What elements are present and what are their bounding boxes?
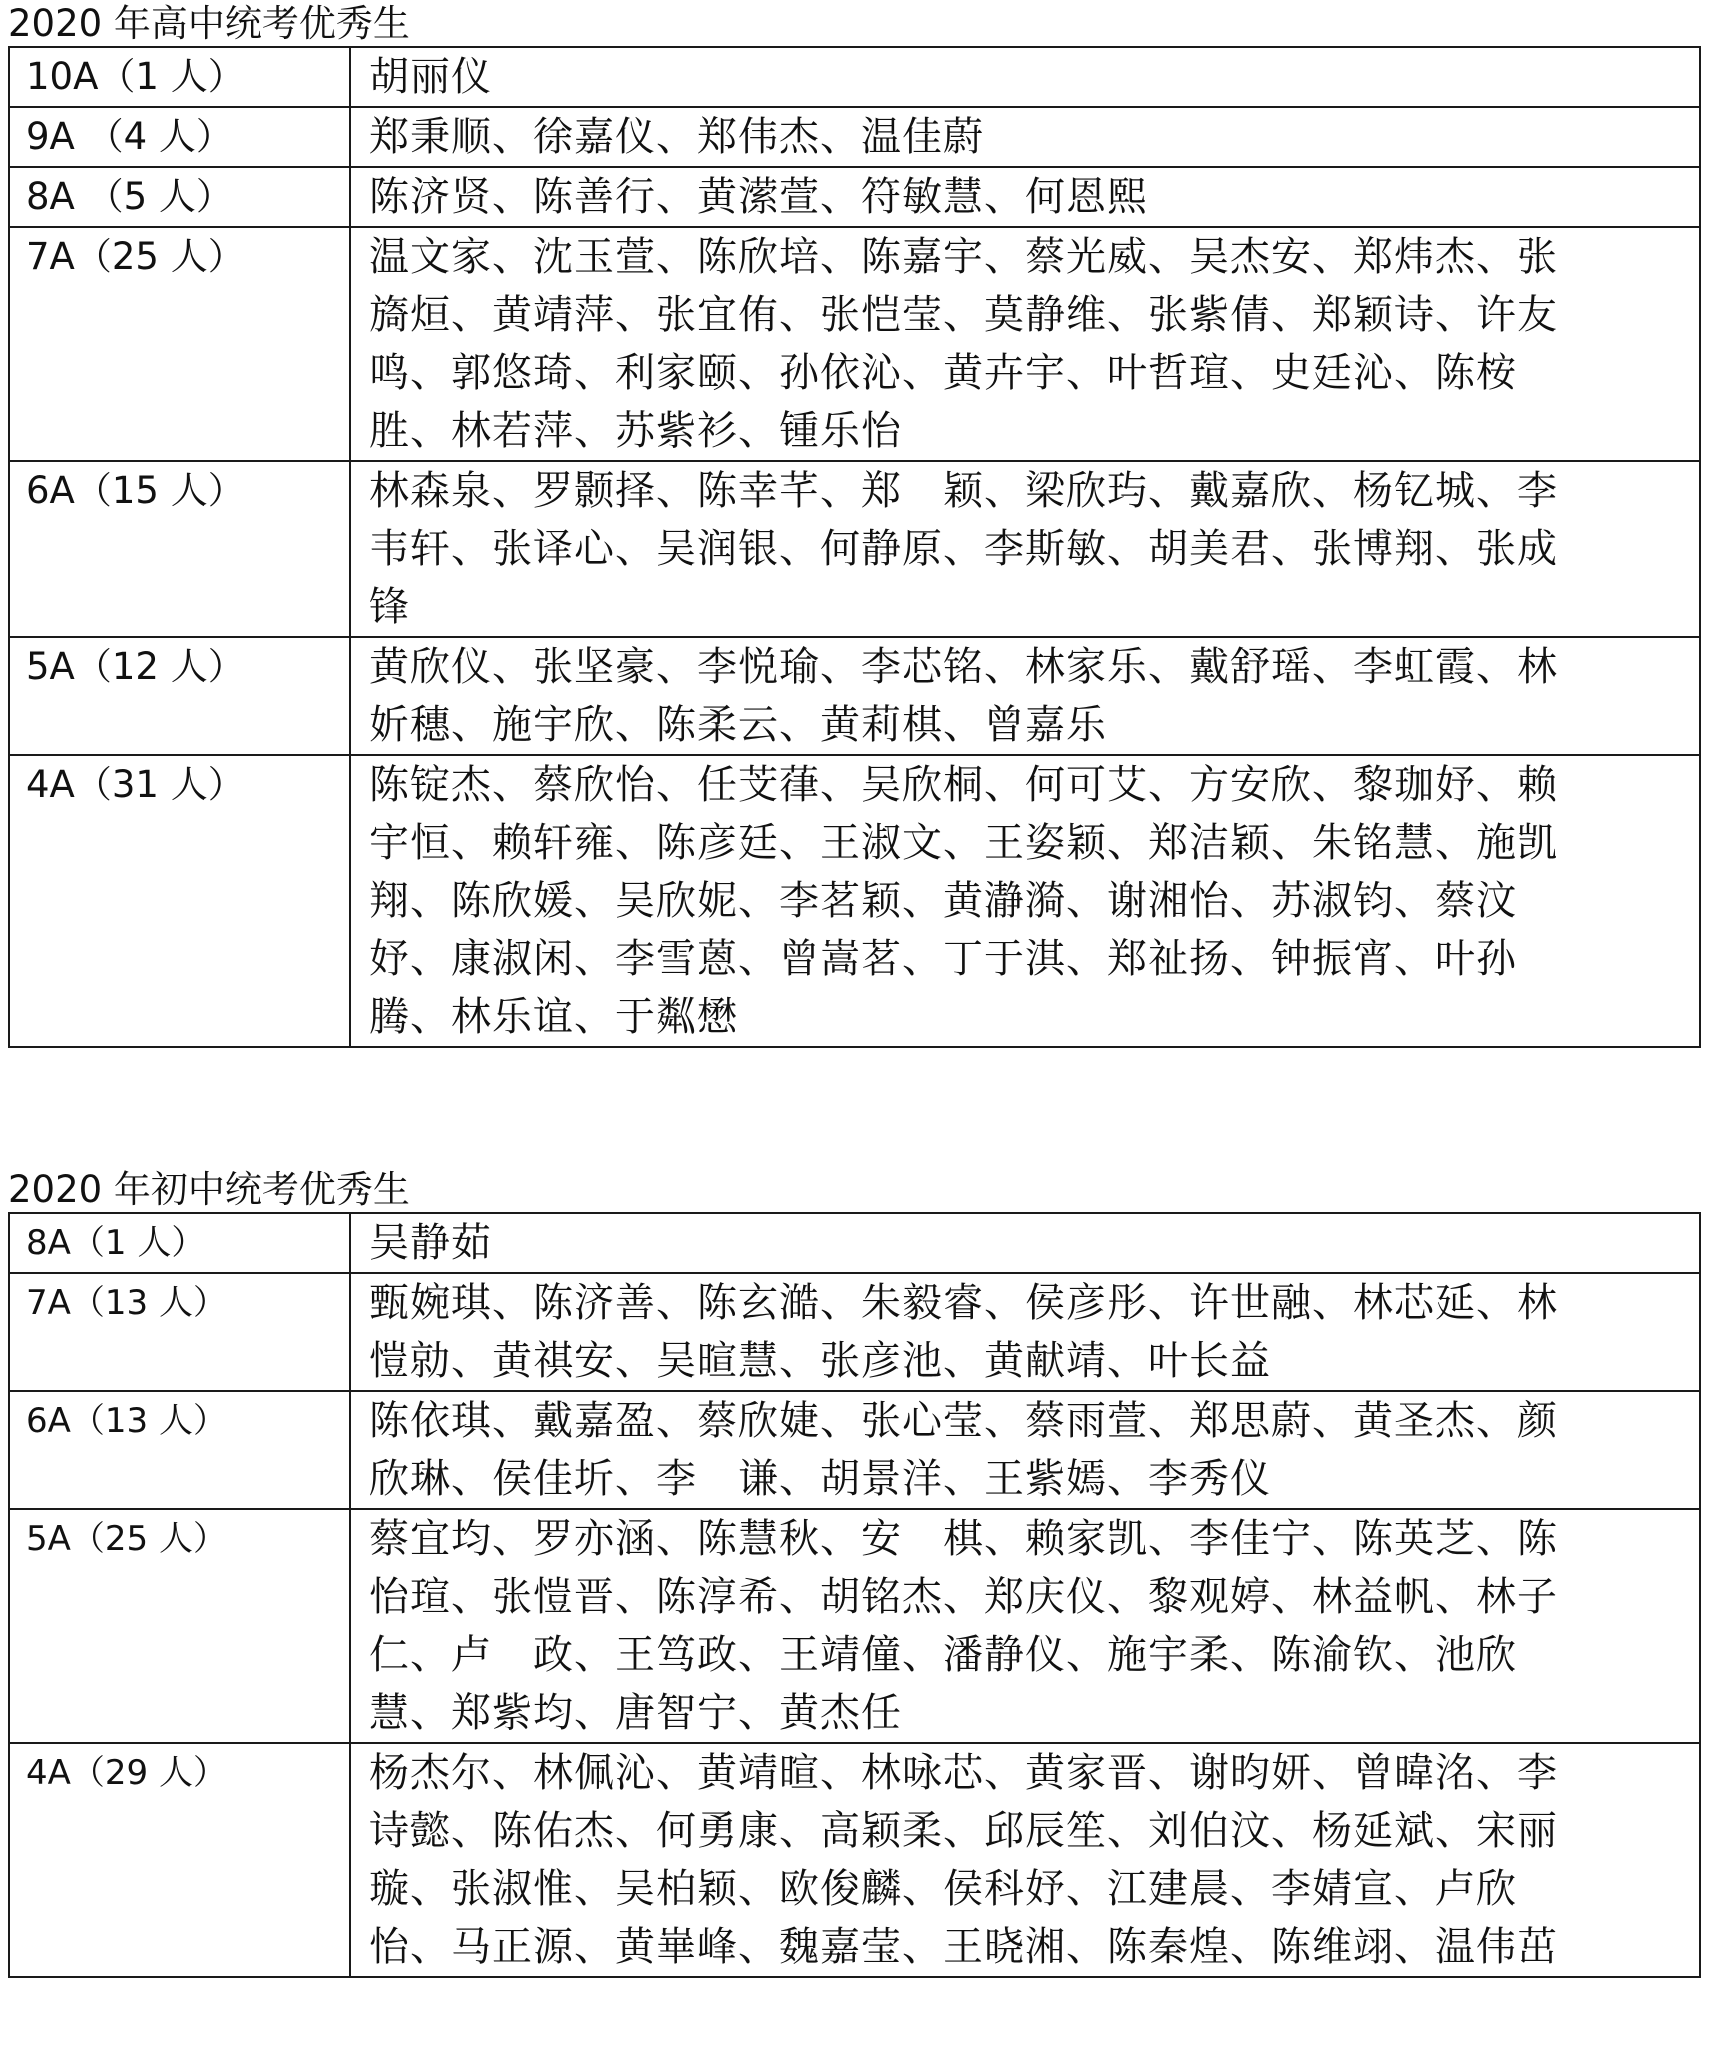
table-row	[9, 1273, 1700, 1391]
senior-section-title: 2020 年高中统考优秀生	[8, 2, 410, 45]
grade-cell: 4A（29 人）	[9, 1743, 350, 1977]
names-cell: 甄婉琪、陈济善、陈玄澔、朱毅睿、侯彦彤、许世融、林芯延、林愷勍、黄祺安、吴暄慧、张彦池、黄献靖、叶长益	[350, 1273, 1700, 1391]
table-row	[9, 461, 1700, 637]
names-cell: 陈依琪、戴嘉盈、蔡欣婕、张心莹、蔡雨萱、郑思蔚、黄圣杰、颜欣琳、侯佳圻、李 谦、胡景洋、王紫嫣、李秀仪	[350, 1391, 1700, 1509]
table-row	[9, 167, 1700, 227]
names-cell: 郑秉顺、徐嘉仪、郑伟杰、温佳蔚	[350, 107, 1700, 167]
junior-honor-table	[8, 1212, 1701, 1978]
table-row	[9, 227, 1700, 461]
senior-honor-table	[8, 46, 1701, 1048]
names-cell: 林森泉、罗颢择、陈幸芊、郑 颖、梁欣玙、戴嘉欣、杨钇城、李韦轩、张译心、吴润银、何静原、李斯敏、胡美君、张博翔、张成锋	[350, 461, 1700, 637]
grade-cell: 5A（25 人）	[9, 1509, 350, 1743]
grade-cell: 9A （4 人）	[9, 107, 350, 167]
junior-honor-section	[8, 1168, 1701, 1978]
table-row	[9, 1509, 1700, 1743]
grade-cell: 8A（1 人）	[9, 1213, 350, 1273]
names-cell: 陈济贤、陈善行、黄潆萱、符敏慧、何恩熙	[350, 167, 1700, 227]
names-cell: 陈锭杰、蔡欣怡、任芠葎、吴欣桐、何可艾、方安欣、黎珈妤、赖宇恒、赖轩雍、陈彦廷、王淑文、王姿颖、郑洁颖、朱铭慧、施凯翔、陈欣媛、吴欣妮、李茗颖、黄瀞漪、谢湘怡、苏淑钧、蔡汶妤、康淑闲、李雪蒽、曾嵩茗、丁于淇、郑祉扬、钟振宵、叶孙腾、林乐谊、于粼懋	[350, 755, 1700, 1047]
table-row	[9, 1743, 1700, 1977]
grade-cell: 6A（13 人）	[9, 1391, 350, 1509]
names-cell: 吴静茹	[350, 1213, 1700, 1273]
names-cell: 温文家、沈玉萱、陈欣培、陈嘉宇、蔡光威、吴杰安、郑炜杰、张旖烜、黄靖萍、张宜侑、张恺莹、莫静维、张紫倩、郑颖诗、许友鸣、郭悠琦、利家颐、孙依沁、黄卉宇、叶哲瑄、史廷沁、陈桉胜、林若萍、苏紫衫、锺乐怡	[350, 227, 1700, 461]
grade-cell: 8A （5 人）	[9, 167, 350, 227]
table-row	[9, 1391, 1700, 1509]
senior-honor-section	[8, 2, 1701, 1048]
table-row	[9, 47, 1700, 107]
grade-cell: 6A（15 人）	[9, 461, 350, 637]
junior-section-title: 2020 年初中统考优秀生	[8, 1168, 410, 1211]
grade-cell: 7A（13 人）	[9, 1273, 350, 1391]
grade-cell: 7A（25 人）	[9, 227, 350, 461]
names-cell: 杨杰尔、林佩沁、黄靖暄、林咏芯、黄家晋、谢昀妍、曾暐洺、李诗懿、陈佑杰、何勇康、高颖柔、邱辰笙、刘伯汶、杨延斌、宋丽璇、张淑惟、吴柏颖、欧俊麟、侯科妤、江建晨、李婧宣、卢欣怡、马正源、黄崋峰、魏嘉莹、王晓湘、陈秦煌、陈维翊、温伟茁	[350, 1743, 1700, 1977]
names-cell: 蔡宜均、罗亦涵、陈慧秋、安 棋、赖家凯、李佳宁、陈英芝、陈怡瑄、张愷晋、陈淳希、胡铭杰、郑庆仪、黎观婷、林益帆、林子仁、卢 政、王笃政、王靖僮、潘静仪、施宇柔、陈渝钦、池欣慧、郑紫均、唐智宁、黄杰任	[350, 1509, 1700, 1743]
grade-cell: 10A（1 人）	[9, 47, 350, 107]
grade-cell: 5A（12 人）	[9, 637, 350, 755]
table-row	[9, 1213, 1700, 1273]
names-cell: 胡丽仪	[350, 47, 1700, 107]
table-row	[9, 637, 1700, 755]
names-cell: 黄欣仪、张坚豪、李悦瑜、李芯铭、林家乐、戴舒瑶、李虹霞、林妡穗、施宇欣、陈柔云、黄莉棋、曾嘉乐	[350, 637, 1700, 755]
grade-cell: 4A（31 人）	[9, 755, 350, 1047]
table-row	[9, 107, 1700, 167]
table-row	[9, 755, 1700, 1047]
